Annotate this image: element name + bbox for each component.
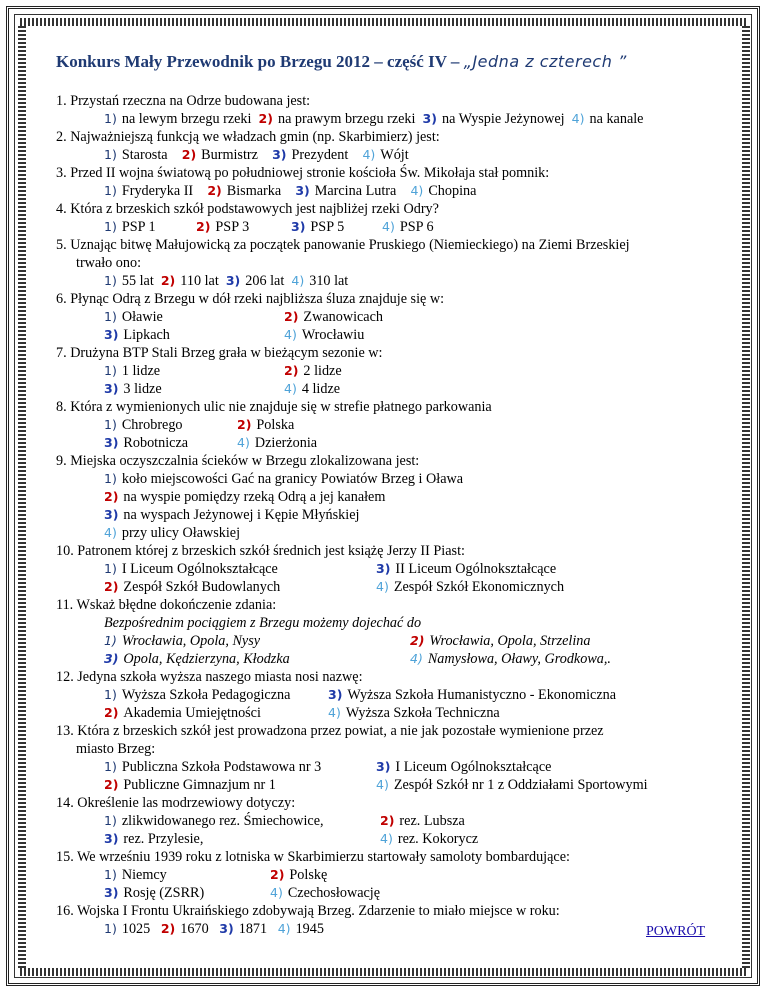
question-10: 10. Patronem której z brzeskich szkół średnich jest książę Jerzy II Piast: — [56, 543, 465, 559]
answer-4-3: 3) PSP 5 — [291, 219, 345, 235]
question-2: 2. Najważniejszą funkcją we władzach gmin (np. Skarbimierz) jest: — [56, 129, 440, 145]
question-13: 13. Która z brzeskich szkół jest prowadzona przez powiat, a nie jak pozostałe wymienione przez — [56, 723, 604, 739]
title-main: Konkurs Mały Przewodnik po Brzegu 2012 – część IV – — [56, 52, 464, 71]
question-11-intro: Bezpośrednim pociągiem z Brzegu możemy dojechać do — [104, 615, 422, 631]
question-9: 9. Miejska oczyszczalnia ścieków w Brzegu zlokalizowana jest: — [56, 453, 420, 469]
answer-7-4: 4) 4 lidze — [284, 381, 341, 397]
answer-4-1: 1) PSP 1 — [104, 219, 156, 235]
question-5: 5. Uznając bitwę Małujowicką za początek panowanie Pruskiego (Niemieckiego) na Ziemi Brzeskiej — [56, 237, 630, 253]
border-pattern-bottom — [20, 968, 746, 976]
answer-10-4: 4) Zespół Szkół Ekonomicznych — [376, 579, 565, 595]
answer-row-16: 1) 1025 2) 1670 3) 1871 4) 1945 — [104, 921, 324, 937]
answer-8-4: 4) Dzierżonia — [237, 435, 318, 451]
question-8: 8. Która z wymienionych ulic nie znajduje się w strefie płatnego parkowania — [56, 399, 492, 415]
answer-11-1: 1) Wrocławia, Opola, Nysy — [104, 633, 261, 649]
answer-row-1: 1) na lewym brzegu rzeki 2) na prawym brzegu rzeki 3) na Wyspie Jeżynowej 4) na kanale — [104, 111, 644, 127]
answer-15-2: 2) Polskę — [270, 867, 328, 883]
title-script: „Jedna z czterech ” — [463, 52, 627, 71]
answer-14-3: 3) rez. Przylesie, — [104, 831, 204, 847]
page-title — [56, 52, 627, 72]
answer-13-1: 1) Publiczna Szkoła Podstawowa nr 3 — [104, 759, 322, 775]
answer-9-2: 2) na wyspie pomiędzy rzeką Odrą a jej kanałem — [104, 489, 386, 505]
answer-12-3: 3) Wyższa Szkoła Humanistyczno - Ekonomiczna — [328, 687, 617, 703]
answer-10-3: 3) II Liceum Ogólnokształcące — [376, 561, 557, 577]
answer-6-4: 4) Wrocławiu — [284, 327, 365, 343]
answer-13-3: 3) I Liceum Ogólnokształcące — [376, 759, 552, 775]
answer-6-2: 2) Zwanowicach — [284, 309, 383, 325]
answer-14-1: 1) zlikwidowanego rez. Śmiechowice, — [104, 813, 324, 829]
border-pattern-left — [18, 26, 26, 968]
answer-14-2: 2) rez. Lubsza — [380, 813, 465, 829]
answer-8-1: 1) Chrobrego — [104, 417, 183, 433]
answer-7-3: 3) 3 lidze — [104, 381, 162, 397]
answer-12-4: 4) Wyższa Szkoła Techniczna — [328, 705, 500, 721]
answer-12-1: 1) Wyższa Szkoła Pedagogiczna — [104, 687, 291, 703]
question-16: 16. Wojska I Frontu Ukraińskiego zdobywają Brzeg. Zdarzenie to miało miejsce w roku: — [56, 903, 560, 919]
question-4: 4. Która z brzeskich szkół podstawowych jest najbliżej rzeki Odry? — [56, 201, 439, 217]
answer-6-1: 1) Oławie — [104, 309, 163, 325]
question-3: 3. Przed II wojna światową po południowej stronie kościoła Św. Mikołaja stał pomnik: — [56, 165, 550, 181]
answer-10-1: 1) I Liceum Ogólnokształcące — [104, 561, 278, 577]
answer-10-2: 2) Zespół Szkół Budowlanych — [104, 579, 281, 595]
answer-row-3: 1) Fryderyka II 2) Bismarka 3) Marcina Lutra 4) Chopina — [104, 183, 477, 199]
answer-9-4: 4) przy ulicy Oławskiej — [104, 525, 241, 541]
answer-11-2: 2) Wrocławia, Opola, Strzelina — [410, 633, 591, 649]
answer-8-3: 3) Robotnicza — [104, 435, 189, 451]
answer-7-1: 1) 1 lidze — [104, 363, 161, 379]
question-7: 7. Drużyna BTP Stali Brzeg grała w bieżącym sezonie w: — [56, 345, 383, 361]
answer-14-4: 4) rez. Kokorycz — [380, 831, 479, 847]
answer-11-3: 3) Opola, Kędzierzyna, Kłodzka — [104, 651, 290, 667]
question-12: 12. Jedyna szkoła wyższa naszego miasta nosi nazwę: — [56, 669, 363, 685]
answer-9-3: 3) na wyspach Jeżynowej i Kępie Młyńskiej — [104, 507, 360, 523]
answer-9-1: 1) koło miejscowości Gać na granicy Powiatów Brzeg i Oława — [104, 471, 464, 487]
answer-11-4: 4) Namysłowa, Oławy, Grodkowa,. — [410, 651, 611, 667]
question-6: 6. Płynąc Odrą z Brzegu w dół rzeki najbliższa śluza znajduje się w: — [56, 291, 445, 307]
border-pattern-right — [742, 26, 750, 968]
answer-6-3: 3) Lipkach — [104, 327, 170, 343]
answer-row-5: 1) 55 lat 2) 110 lat 3) 206 lat 4) 310 lat — [104, 273, 349, 289]
question-5-cont: trwało ono: — [76, 255, 142, 271]
answer-13-2: 2) Publiczne Gimnazjum nr 1 — [104, 777, 276, 793]
answer-15-4: 4) Czechosłowację — [270, 885, 381, 901]
answer-15-3: 3) Rosję (ZSRR) — [104, 885, 205, 901]
answer-row-2: 1) Starosta 2) Burmistrz 3) Prezydent 4) Wójt — [104, 147, 409, 163]
answer-12-2: 2) Akademia Umiejętności — [104, 705, 261, 721]
answer-13-4: 4) Zespół Szkół nr 1 z Oddziałami Sportowymi — [376, 777, 648, 793]
border-pattern-top — [20, 18, 746, 26]
question-1: 1. Przystań rzeczna na Odrze budowana jest: — [56, 93, 311, 109]
answer-8-2: 2) Polska — [237, 417, 295, 433]
answer-15-1: 1) Niemcy — [104, 867, 167, 883]
question-15: 15. We wrześniu 1939 roku z lotniska w Skarbimierzu startowały samoloty bombardujące: — [56, 849, 570, 865]
answer-7-2: 2) 2 lidze — [284, 363, 342, 379]
question-14: 14. Określenie las modrzewiowy dotyczy: — [56, 795, 296, 811]
question-11: 11. Wskaż błędne dokończenie zdania: — [56, 597, 277, 613]
answer-4-4: 4) PSP 6 — [382, 219, 434, 235]
back-link[interactable]: POWRÓT — [646, 924, 706, 939]
answer-4-2: 2) PSP 3 — [196, 219, 250, 235]
question-13-cont: miasto Brzeg: — [76, 741, 156, 757]
